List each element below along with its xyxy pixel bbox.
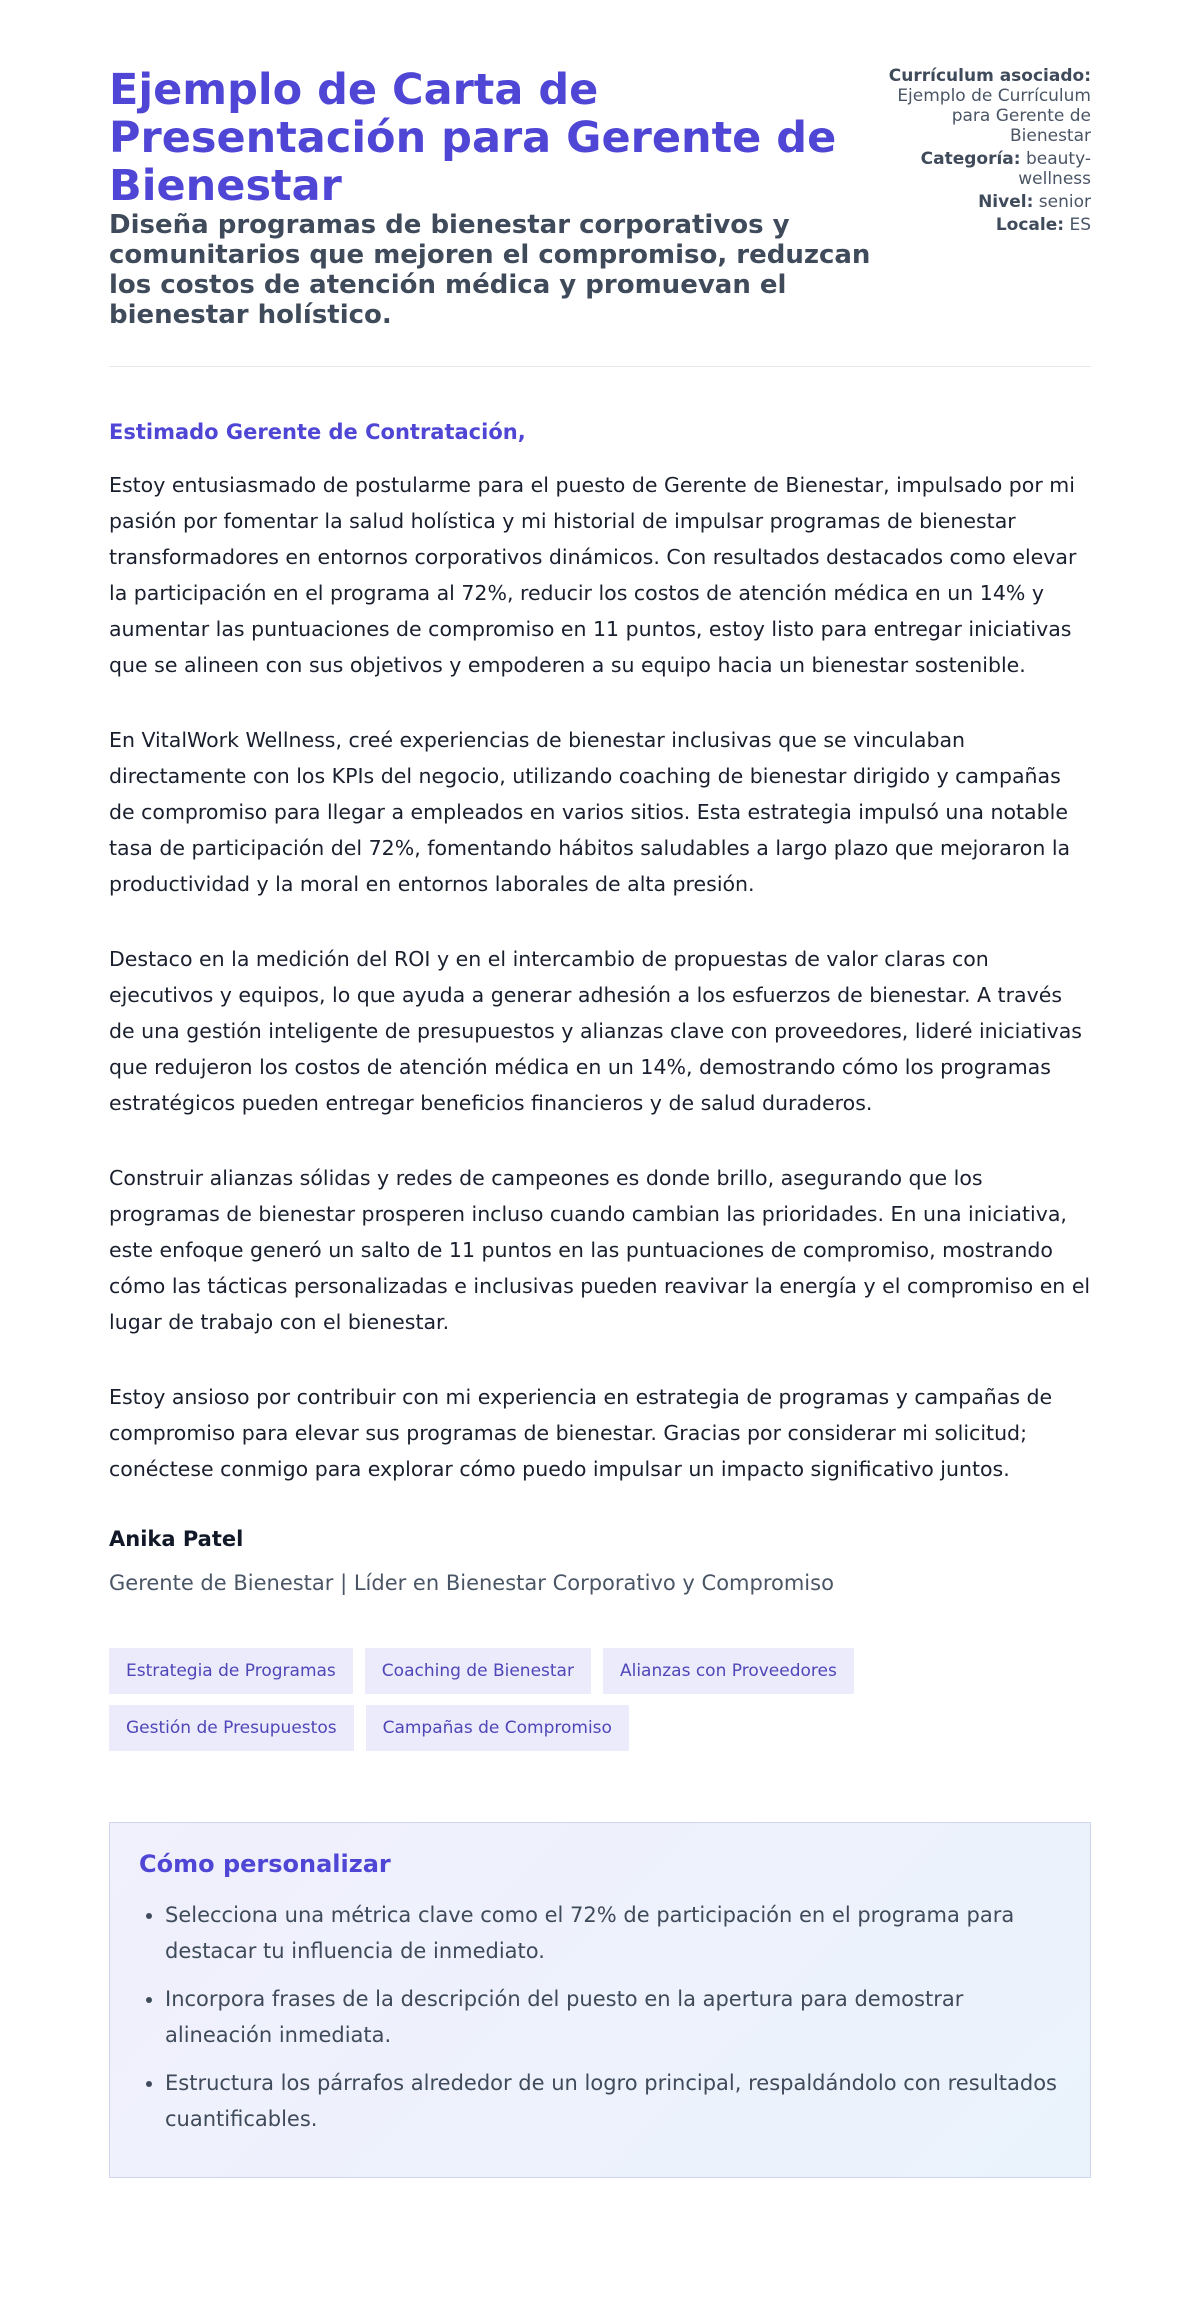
meta-level-label: Nivel:	[978, 192, 1034, 212]
letter-paragraph: Estoy entusiasmado de postularme para el puesto de Gerente de Bienestar, impulsado por mi pasión por fomentar la salud holística y mi historial de impulsar programas de bienestar transformadores en entornos corporativos dinámicos. Con resultados destacados como elevar la participación en el programa al 72%, reducir los costos de atención médica en un 14% y aumentar las puntuaciones de compromiso en 11 puntos, estoy listo para entregar iniciativas que se alineen con sus objetivos y empoderen a su equipo hacia un bienestar sostenible.	[109, 473, 1077, 677]
meta-category	[873, 149, 1091, 189]
tips-item: • Estructura los párrafos alrededor de un logro principal, respaldándolo con resultados cuantificables.	[165, 2065, 1061, 2137]
meta-panel	[873, 66, 1091, 330]
skill-tag: Gestión de Presupuestos	[109, 1705, 354, 1751]
skill-tag: Campañas de Compromiso	[366, 1705, 629, 1751]
meta-category-label: Categoría:	[920, 149, 1021, 169]
skill-tag: Alianzas con Proveedores	[603, 1648, 854, 1694]
letter-paragraph: Estoy ansioso por contribuir con mi experiencia en estrategia de programas y campañas de compromiso para elevar sus programas de bienestar. Gracias por considerar mi solicitud; conéctese conmigo para explorar cómo puedo impulsar un impacto significativo juntos.	[109, 1385, 1053, 1481]
letter-paragraph: En VitalWork Wellness, creé experiencias de bienestar inclusivas que se vinculaban directamente con los KPIs del negocio, utilizando coaching de bienestar dirigido y campañas de compromiso para llegar a empleados en varios sitios. Esta estrategia impulsó una notable tasa de participación del 72%, fomentando hábitos saludables a largo plazo que mejoraron la productividad y la moral en entornos laborales de alta presión.	[109, 728, 1071, 896]
page-header	[109, 0, 1091, 330]
skill-tag: Estrategia de Programas	[109, 1648, 353, 1694]
page-title: Ejemplo de Carta de Presentación para Gerente de Bienestar	[109, 65, 837, 211]
meta-resume-value: Ejemplo de Currículum para Gerente de Bienestar	[897, 86, 1091, 146]
meta-locale-label: Locale:	[995, 215, 1065, 235]
letter-body	[109, 467, 1091, 1487]
signature-name: Anika Patel	[109, 1527, 244, 1551]
signature-title: Gerente de Bienestar | Líder en Bienestar Corporativo y Compromiso	[109, 1571, 834, 1595]
letter-paragraph: Destaco en la medición del ROI y en el intercambio de propuestas de valor claras con ejecutivos y equipos, lo que ayuda a generar adhesión a los esfuerzos de bienestar. A través de una gestión inteligente de presupuestos y alianzas clave con proveedores, lideré iniciativas que redujeron los costos de atención médica en un 14%, demostrando cómo los programas estratégicos pueden entregar beneficios financieros y de salud duraderos.	[109, 947, 1082, 1115]
letter-greeting: Estimado Gerente de Contratación,	[109, 420, 526, 444]
tips-item: • Incorpora frases de la descripción del puesto en la apertura para demostrar alineación inmediata.	[165, 1981, 1061, 2053]
letter-paragraph: Construir alianzas sólidas y redes de campeones es donde brillo, asegurando que los programas de bienestar prosperen incluso cuando cambian las prioridades. En una iniciativa, este enfoque generó un salto de 11 puntos en las puntuaciones de compromiso, mostrando cómo las tácticas personalizadas e inclusivas pueden reavivar la energía y el compromiso en el lugar de trabajo con el bienestar.	[109, 1166, 1091, 1334]
header-titles	[109, 66, 873, 330]
meta-category-value: beauty-wellness	[1018, 149, 1091, 189]
meta-locale	[873, 215, 1091, 235]
tips-list	[139, 1897, 1061, 2137]
customization-tips	[109, 1822, 1091, 2178]
meta-level	[873, 192, 1091, 212]
meta-locale-value: ES	[1069, 215, 1091, 235]
skill-tags	[109, 1648, 1089, 1751]
tips-item: • Selecciona una métrica clave como el 72% de participación en el programa para destacar tu influencia de inmediato.	[165, 1897, 1061, 1969]
meta-resume	[873, 66, 1091, 146]
meta-level-value: senior	[1038, 192, 1091, 212]
page-subtitle: Diseña programas de bienestar corporativos y comunitarios que mejoren el compromiso, reduzcan los costos de atención médica y promuevan el bienestar holístico.	[109, 210, 871, 330]
tips-heading: Cómo personalizar	[139, 1850, 391, 1878]
meta-resume-label: Currículum asociado:	[888, 66, 1091, 86]
header-divider	[109, 366, 1091, 367]
skill-tag: Coaching de Bienestar	[365, 1648, 591, 1694]
